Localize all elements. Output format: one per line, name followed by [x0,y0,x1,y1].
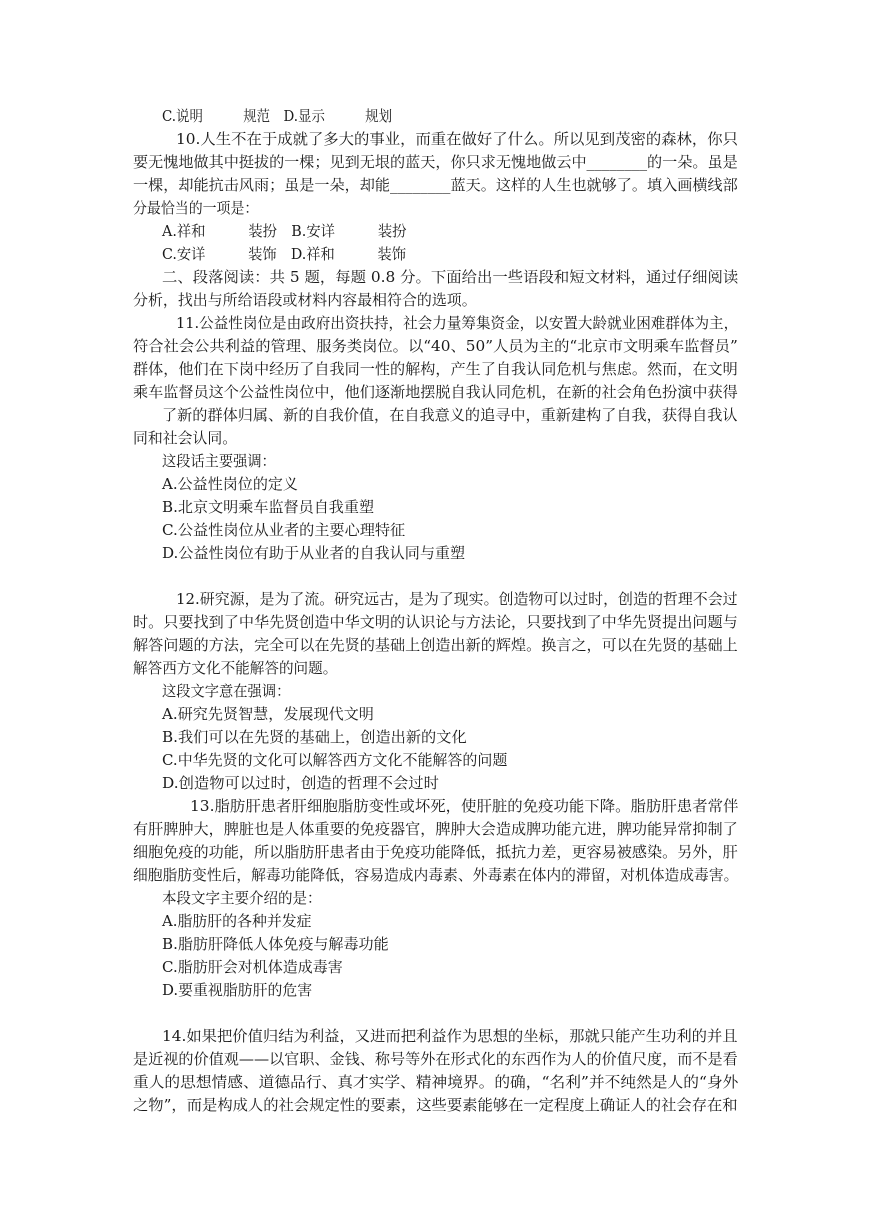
question-10-line-3: 一棵，却能抗击风雨；虽是一朵，却能________蓝天。这样的人生也就够了。填入画横线部 [133,177,738,194]
question-14-line-4: 之物”，而是构成人的社会规定性的要素，这些要素能够在一定程度上确证人的社会存在和 [133,1097,738,1114]
question-11-line-5: 了新的群体归属、新的自我价值，在自我意义的追寻中，重新建构了自我，获得自我认 [162,407,738,424]
question-14-line-1: 14.如果把价值归结为利益，又进而把利益作为思想的坐标，那就只能产生功利的并且 [162,1028,738,1045]
question-14-line-2: 是近视的价值观——以官职、金钱、称号等外在形式化的东西作为人的价值尺度，而不是看 [133,1051,738,1068]
question-11-option-a: A.公益性岗位的定义 [162,476,298,493]
section-2-heading-line-1: 二、段落阅读：共 5 题，每题 0.8 分。下面给出一些语段和短文材料，通过仔细阅读 [162,269,739,286]
question-12-option-a: A.研究先贤智慧，发展现代文明 [162,706,374,723]
question-13-option-d: D.要重视脂肪肝的危害 [162,982,313,999]
question-13-prompt: 本段文字主要介绍的是： [162,890,322,907]
section-2-heading-line-2: 分析，找出与所给语段或材料内容最相符合的选项。 [133,292,477,309]
question-12-option-b: B.我们可以在先贤的基础上，创造出新的文化 [162,729,467,746]
question-13-line-1: 13.脂肪肝患者肝细胞脂肪变性或坏死，使肝脏的免疫功能下降。脂肪肝患者常伴 [190,798,739,815]
question-9-options-cd: C.说明 规范 D.显示 规划 [162,108,393,125]
question-10-line-4: 分最恰当的一项是： [133,200,259,217]
question-10-line-2: 要无愧地做其中挺拔的一棵；见到无垠的蓝天，你只求无愧地做云中________的一朵。虽是 [133,154,738,171]
question-12-line-4: 解答西方文化不能解答的问题。 [133,660,338,677]
question-10-line-1: 10.人生不在于成就了多大的事业，而重在做好了什么。所以见到茂密的森林，你只 [176,131,738,148]
question-11-option-b: B.北京文明乘车监督员自我重塑 [162,499,375,516]
question-12-line-2: 时。只要找到了中华先贤创造中华文明的认识论与方法论，只要找到了中华先贤提出问题与 [133,614,738,631]
question-13-line-2: 有肝脾肿大，脾脏也是人体重要的免疫器官，脾肿大会造成脾功能亢进，脾功能异常抑制了 [133,821,738,838]
question-13-line-4: 细胞脂肪变性后，解毒功能降低，容易造成内毒素、外毒素在体内的滞留，对机体造成毒害。 [133,867,739,884]
question-11-prompt: 这段话主要强调： [162,453,276,470]
question-11-option-d: D.公益性岗位有助于从业者的自我认同与重塑 [162,545,466,562]
question-11-line-2: 符合社会公共利益的管理、服务类岗位。以“40、50”人员为主的“北京市文明乘车监督员” [133,338,738,355]
question-13-line-3: 细胞免疫的功能，所以脂肪肝患者由于免疫功能降低，抵抗力差，更容易被感染。另外，肝 [133,844,738,861]
question-10-options-cd: C.安详 装饰 D.祥和 装饰 [162,246,407,263]
question-11-line-6: 同和社会认同。 [133,430,238,447]
question-12-line-1: 12.研究源，是为了流。研究远古，是为了现实。创造物可以过时，创造的哲理不会过 [176,591,738,608]
question-11-line-3: 群体，他们在下岗中经历了自我同一性的解构，产生了自我认同危机与焦虑。然而，在文明 [133,361,738,378]
question-12-option-d: D.创造物可以过时，创造的哲理不会过时 [162,775,439,792]
question-10-options-ab: A.祥和 装扮 B.安详 装扮 [162,223,407,240]
question-14-line-3: 重人的思想情感、道德品行、真才实学、精神境界。的确，“名利”并不纯然是人的“身外 [133,1074,739,1091]
question-13-option-a: A.脂肪肝的各种并发症 [162,913,312,930]
question-13-option-b: B.脂肪肝降低人体免疫与解毒功能 [162,936,389,953]
question-13-option-c: C.脂肪肝会对机体造成毒害 [162,959,343,976]
question-11-option-c: C.公益性岗位从业者的主要心理特征 [162,522,406,539]
question-12-option-c: C.中华先贤的文化可以解答西方文化不能解答的问题 [162,752,508,769]
question-11-line-1: 11.公益性岗位是由政府出资扶持，社会力量筹集资金，以安置大龄就业困难群体为主， [176,315,739,332]
question-12-prompt: 这段文字意在强调： [162,683,291,700]
question-12-line-3: 解答问题的方法，完全可以在先贤的基础上创造出新的辉煌。换言之，可以在先贤的基础上 [133,637,738,654]
question-11-line-4: 乘车监督员这个公益性岗位中，他们逐渐地摆脱自我认同危机，在新的社会角色扮演中获得 [133,384,738,401]
